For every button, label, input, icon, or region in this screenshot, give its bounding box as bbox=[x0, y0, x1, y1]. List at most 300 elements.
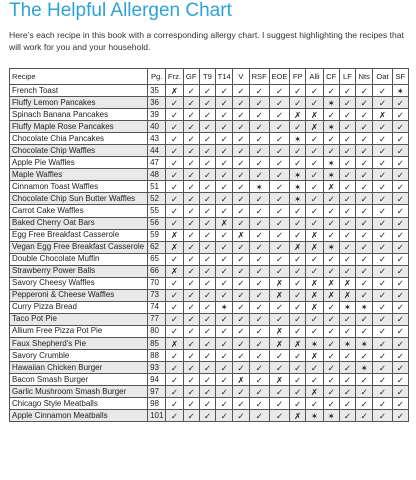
check-mark-icon: ✓ bbox=[323, 398, 339, 410]
check-mark-icon: ✓ bbox=[166, 157, 183, 169]
check-mark-icon: ✓ bbox=[339, 121, 355, 133]
check-mark-icon: ✓ bbox=[249, 325, 269, 337]
cross-mark-icon: ✗ bbox=[339, 277, 355, 289]
table-row bbox=[10, 337, 409, 349]
column-header: EOE bbox=[269, 69, 289, 85]
recipe-name: French Toast bbox=[10, 85, 148, 97]
check-mark-icon: ✓ bbox=[356, 374, 373, 386]
asterisk-mark-icon: ✶ bbox=[356, 362, 373, 374]
cross-mark-icon: ✗ bbox=[323, 289, 339, 301]
page-number: 98 bbox=[148, 398, 166, 410]
check-mark-icon: ✓ bbox=[199, 362, 215, 374]
check-mark-icon: ✓ bbox=[356, 313, 373, 325]
check-mark-icon: ✓ bbox=[356, 205, 373, 217]
check-mark-icon: ✓ bbox=[373, 97, 392, 109]
cross-mark-icon: ✗ bbox=[166, 85, 183, 97]
recipe-name: Egg Free Breakfast Casserole bbox=[10, 229, 148, 241]
check-mark-icon: ✓ bbox=[166, 205, 183, 217]
check-mark-icon: ✓ bbox=[392, 410, 408, 422]
check-mark-icon: ✓ bbox=[216, 350, 233, 362]
asterisk-mark-icon: ✶ bbox=[323, 121, 339, 133]
page-number: 35 bbox=[148, 85, 166, 97]
check-mark-icon: ✓ bbox=[290, 313, 306, 325]
check-mark-icon: ✓ bbox=[233, 121, 249, 133]
check-mark-icon: ✓ bbox=[183, 386, 199, 398]
check-mark-icon: ✓ bbox=[199, 85, 215, 97]
check-mark-icon: ✓ bbox=[306, 193, 323, 205]
check-mark-icon: ✓ bbox=[392, 362, 408, 374]
recipe-name: Chocolate Chia Pancakes bbox=[10, 133, 148, 145]
check-mark-icon: ✓ bbox=[216, 337, 233, 349]
cross-mark-icon: ✗ bbox=[269, 325, 289, 337]
check-mark-icon: ✓ bbox=[199, 229, 215, 241]
page-number: 94 bbox=[148, 374, 166, 386]
table-row bbox=[10, 229, 409, 241]
check-mark-icon: ✓ bbox=[183, 253, 199, 265]
check-mark-icon: ✓ bbox=[249, 85, 269, 97]
check-mark-icon: ✓ bbox=[249, 241, 269, 253]
cross-mark-icon: ✗ bbox=[373, 109, 392, 121]
column-header: Alli bbox=[306, 69, 323, 85]
check-mark-icon: ✓ bbox=[183, 350, 199, 362]
check-mark-icon: ✓ bbox=[373, 133, 392, 145]
check-mark-icon: ✓ bbox=[356, 133, 373, 145]
check-mark-icon: ✓ bbox=[216, 133, 233, 145]
check-mark-icon: ✓ bbox=[249, 289, 269, 301]
column-header: V bbox=[233, 69, 249, 85]
check-mark-icon: ✓ bbox=[233, 85, 249, 97]
check-mark-icon: ✓ bbox=[323, 229, 339, 241]
recipe-name: Fluffy Lemon Pancakes bbox=[10, 97, 148, 109]
check-mark-icon: ✓ bbox=[183, 229, 199, 241]
check-mark-icon: ✓ bbox=[392, 386, 408, 398]
check-mark-icon: ✓ bbox=[183, 337, 199, 349]
table-row bbox=[10, 253, 409, 265]
asterisk-mark-icon: ✶ bbox=[339, 301, 355, 313]
check-mark-icon: ✓ bbox=[373, 277, 392, 289]
check-mark-icon: ✓ bbox=[392, 181, 408, 193]
table-row bbox=[10, 289, 409, 301]
check-mark-icon: ✓ bbox=[166, 350, 183, 362]
check-mark-icon: ✓ bbox=[392, 289, 408, 301]
column-header: SF bbox=[392, 69, 408, 85]
check-mark-icon: ✓ bbox=[183, 398, 199, 410]
check-mark-icon: ✓ bbox=[166, 362, 183, 374]
page-number: 52 bbox=[148, 193, 166, 205]
check-mark-icon: ✓ bbox=[356, 277, 373, 289]
check-mark-icon: ✓ bbox=[356, 265, 373, 277]
check-mark-icon: ✓ bbox=[216, 374, 233, 386]
check-mark-icon: ✓ bbox=[166, 325, 183, 337]
column-header: T14 bbox=[216, 69, 233, 85]
recipe-name: Pepperoni & Cheese Waffles bbox=[10, 289, 148, 301]
recipe-name: Chocolate Chip Sun Butter Waffles bbox=[10, 193, 148, 205]
check-mark-icon: ✓ bbox=[356, 217, 373, 229]
check-mark-icon: ✓ bbox=[199, 157, 215, 169]
check-mark-icon: ✓ bbox=[249, 109, 269, 121]
check-mark-icon: ✓ bbox=[373, 229, 392, 241]
recipe-name: Taco Pot Pie bbox=[10, 313, 148, 325]
check-mark-icon: ✓ bbox=[323, 362, 339, 374]
table-row bbox=[10, 97, 409, 109]
asterisk-mark-icon: ✶ bbox=[323, 157, 339, 169]
check-mark-icon: ✓ bbox=[306, 265, 323, 277]
table-row bbox=[10, 362, 409, 374]
check-mark-icon: ✓ bbox=[233, 410, 249, 422]
asterisk-mark-icon: ✶ bbox=[323, 410, 339, 422]
recipe-name: Garlic Mushroom Smash Burger bbox=[10, 386, 148, 398]
page-number: 97 bbox=[148, 386, 166, 398]
recipe-name: Allium Free Pizza Pot Pie bbox=[10, 325, 148, 337]
check-mark-icon: ✓ bbox=[199, 265, 215, 277]
check-mark-icon: ✓ bbox=[269, 217, 289, 229]
cross-mark-icon: ✗ bbox=[233, 229, 249, 241]
page-number: 55 bbox=[148, 205, 166, 217]
check-mark-icon: ✓ bbox=[290, 350, 306, 362]
check-mark-icon: ✓ bbox=[249, 313, 269, 325]
check-mark-icon: ✓ bbox=[269, 193, 289, 205]
check-mark-icon: ✓ bbox=[356, 109, 373, 121]
check-mark-icon: ✓ bbox=[199, 350, 215, 362]
check-mark-icon: ✓ bbox=[183, 362, 199, 374]
page-number: 80 bbox=[148, 325, 166, 337]
page-number: 73 bbox=[148, 289, 166, 301]
recipe-name: Chicago Style Meatballs bbox=[10, 398, 148, 410]
recipe-name: Strawberry Power Balls bbox=[10, 265, 148, 277]
check-mark-icon: ✓ bbox=[233, 145, 249, 157]
table-row bbox=[10, 193, 409, 205]
table-row bbox=[10, 157, 409, 169]
check-mark-icon: ✓ bbox=[373, 157, 392, 169]
check-mark-icon: ✓ bbox=[373, 265, 392, 277]
asterisk-mark-icon: ✶ bbox=[323, 97, 339, 109]
page-number: 85 bbox=[148, 337, 166, 349]
check-mark-icon: ✓ bbox=[199, 398, 215, 410]
check-mark-icon: ✓ bbox=[183, 145, 199, 157]
check-mark-icon: ✓ bbox=[199, 410, 215, 422]
check-mark-icon: ✓ bbox=[392, 217, 408, 229]
check-mark-icon: ✓ bbox=[323, 145, 339, 157]
check-mark-icon: ✓ bbox=[166, 301, 183, 313]
check-mark-icon: ✓ bbox=[323, 205, 339, 217]
check-mark-icon: ✓ bbox=[373, 217, 392, 229]
check-mark-icon: ✓ bbox=[373, 337, 392, 349]
check-mark-icon: ✓ bbox=[233, 277, 249, 289]
check-mark-icon: ✓ bbox=[233, 205, 249, 217]
check-mark-icon: ✓ bbox=[392, 109, 408, 121]
check-mark-icon: ✓ bbox=[269, 386, 289, 398]
check-mark-icon: ✓ bbox=[249, 374, 269, 386]
cross-mark-icon: ✗ bbox=[216, 217, 233, 229]
cross-mark-icon: ✗ bbox=[166, 265, 183, 277]
check-mark-icon: ✓ bbox=[166, 410, 183, 422]
check-mark-icon: ✓ bbox=[356, 386, 373, 398]
check-mark-icon: ✓ bbox=[166, 145, 183, 157]
check-mark-icon: ✓ bbox=[233, 253, 249, 265]
check-mark-icon: ✓ bbox=[166, 313, 183, 325]
check-mark-icon: ✓ bbox=[249, 253, 269, 265]
check-mark-icon: ✓ bbox=[290, 301, 306, 313]
table-row bbox=[10, 398, 409, 410]
check-mark-icon: ✓ bbox=[216, 229, 233, 241]
cross-mark-icon: ✗ bbox=[306, 229, 323, 241]
check-mark-icon: ✓ bbox=[339, 386, 355, 398]
check-mark-icon: ✓ bbox=[216, 253, 233, 265]
check-mark-icon: ✓ bbox=[290, 277, 306, 289]
check-mark-icon: ✓ bbox=[199, 253, 215, 265]
check-mark-icon: ✓ bbox=[339, 265, 355, 277]
check-mark-icon: ✓ bbox=[339, 410, 355, 422]
check-mark-icon: ✓ bbox=[249, 398, 269, 410]
check-mark-icon: ✓ bbox=[269, 97, 289, 109]
check-mark-icon: ✓ bbox=[216, 85, 233, 97]
check-mark-icon: ✓ bbox=[392, 205, 408, 217]
column-header: T9 bbox=[199, 69, 215, 85]
check-mark-icon: ✓ bbox=[183, 301, 199, 313]
check-mark-icon: ✓ bbox=[356, 97, 373, 109]
cross-mark-icon: ✗ bbox=[290, 337, 306, 349]
check-mark-icon: ✓ bbox=[356, 193, 373, 205]
table-row bbox=[10, 109, 409, 121]
check-mark-icon: ✓ bbox=[356, 85, 373, 97]
check-mark-icon: ✓ bbox=[233, 265, 249, 277]
table-row bbox=[10, 217, 409, 229]
check-mark-icon: ✓ bbox=[339, 325, 355, 337]
check-mark-icon: ✓ bbox=[199, 181, 215, 193]
check-mark-icon: ✓ bbox=[269, 133, 289, 145]
recipe-name: Vegan Egg Free Breakfast Casserole bbox=[10, 241, 148, 253]
check-mark-icon: ✓ bbox=[183, 217, 199, 229]
check-mark-icon: ✓ bbox=[216, 97, 233, 109]
table-row bbox=[10, 313, 409, 325]
check-mark-icon: ✓ bbox=[373, 193, 392, 205]
check-mark-icon: ✓ bbox=[392, 337, 408, 349]
check-mark-icon: ✓ bbox=[199, 133, 215, 145]
check-mark-icon: ✓ bbox=[392, 325, 408, 337]
check-mark-icon: ✓ bbox=[373, 205, 392, 217]
cross-mark-icon: ✗ bbox=[306, 121, 323, 133]
check-mark-icon: ✓ bbox=[290, 398, 306, 410]
check-mark-icon: ✓ bbox=[166, 97, 183, 109]
check-mark-icon: ✓ bbox=[249, 350, 269, 362]
check-mark-icon: ✓ bbox=[373, 169, 392, 181]
check-mark-icon: ✓ bbox=[199, 169, 215, 181]
check-mark-icon: ✓ bbox=[306, 325, 323, 337]
table-row bbox=[10, 265, 409, 277]
check-mark-icon: ✓ bbox=[290, 97, 306, 109]
check-mark-icon: ✓ bbox=[216, 362, 233, 374]
recipe-name: Curry Pizza Bread bbox=[10, 301, 148, 313]
check-mark-icon: ✓ bbox=[339, 398, 355, 410]
check-mark-icon: ✓ bbox=[290, 157, 306, 169]
check-mark-icon: ✓ bbox=[323, 386, 339, 398]
check-mark-icon: ✓ bbox=[392, 121, 408, 133]
cross-mark-icon: ✗ bbox=[166, 337, 183, 349]
check-mark-icon: ✓ bbox=[356, 145, 373, 157]
recipe-name: Chocolate Chip Waffles bbox=[10, 145, 148, 157]
check-mark-icon: ✓ bbox=[199, 97, 215, 109]
page-title: The Helpful Allergen Chart bbox=[9, 0, 232, 21]
cross-mark-icon: ✗ bbox=[306, 350, 323, 362]
cross-mark-icon: ✗ bbox=[306, 109, 323, 121]
allergen-table bbox=[9, 68, 409, 422]
check-mark-icon: ✓ bbox=[339, 313, 355, 325]
check-mark-icon: ✓ bbox=[392, 145, 408, 157]
table-header-row bbox=[10, 69, 409, 85]
column-header: Pg. bbox=[148, 69, 166, 85]
recipe-name: Hawaiian Chicken Burger bbox=[10, 362, 148, 374]
check-mark-icon: ✓ bbox=[392, 241, 408, 253]
table-row bbox=[10, 350, 409, 362]
check-mark-icon: ✓ bbox=[249, 386, 269, 398]
check-mark-icon: ✓ bbox=[356, 181, 373, 193]
page-number: 77 bbox=[148, 313, 166, 325]
check-mark-icon: ✓ bbox=[233, 362, 249, 374]
check-mark-icon: ✓ bbox=[269, 253, 289, 265]
check-mark-icon: ✓ bbox=[166, 289, 183, 301]
asterisk-mark-icon: ✶ bbox=[339, 337, 355, 349]
table-row bbox=[10, 301, 409, 313]
check-mark-icon: ✓ bbox=[183, 97, 199, 109]
check-mark-icon: ✓ bbox=[249, 301, 269, 313]
check-mark-icon: ✓ bbox=[306, 398, 323, 410]
asterisk-mark-icon: ✶ bbox=[249, 181, 269, 193]
check-mark-icon: ✓ bbox=[166, 121, 183, 133]
check-mark-icon: ✓ bbox=[199, 374, 215, 386]
check-mark-icon: ✓ bbox=[356, 350, 373, 362]
cross-mark-icon: ✗ bbox=[306, 289, 323, 301]
page-number: 48 bbox=[148, 169, 166, 181]
cross-mark-icon: ✗ bbox=[323, 181, 339, 193]
check-mark-icon: ✓ bbox=[166, 253, 183, 265]
page-number: 59 bbox=[148, 229, 166, 241]
check-mark-icon: ✓ bbox=[183, 193, 199, 205]
column-header: Oat bbox=[373, 69, 392, 85]
check-mark-icon: ✓ bbox=[183, 205, 199, 217]
check-mark-icon: ✓ bbox=[306, 169, 323, 181]
check-mark-icon: ✓ bbox=[249, 277, 269, 289]
check-mark-icon: ✓ bbox=[356, 157, 373, 169]
page-number: 36 bbox=[148, 97, 166, 109]
check-mark-icon: ✓ bbox=[249, 205, 269, 217]
check-mark-icon: ✓ bbox=[216, 109, 233, 121]
table-row bbox=[10, 181, 409, 193]
check-mark-icon: ✓ bbox=[199, 289, 215, 301]
check-mark-icon: ✓ bbox=[373, 289, 392, 301]
cross-mark-icon: ✗ bbox=[269, 374, 289, 386]
check-mark-icon: ✓ bbox=[306, 157, 323, 169]
check-mark-icon: ✓ bbox=[216, 398, 233, 410]
check-mark-icon: ✓ bbox=[290, 374, 306, 386]
check-mark-icon: ✓ bbox=[269, 410, 289, 422]
check-mark-icon: ✓ bbox=[233, 217, 249, 229]
recipe-name: Bacon Smash Burger bbox=[10, 374, 148, 386]
check-mark-icon: ✓ bbox=[290, 325, 306, 337]
page-number: 47 bbox=[148, 157, 166, 169]
check-mark-icon: ✓ bbox=[356, 289, 373, 301]
check-mark-icon: ✓ bbox=[373, 301, 392, 313]
column-header: CF bbox=[323, 69, 339, 85]
check-mark-icon: ✓ bbox=[306, 253, 323, 265]
check-mark-icon: ✓ bbox=[323, 109, 339, 121]
table-row bbox=[10, 374, 409, 386]
check-mark-icon: ✓ bbox=[166, 193, 183, 205]
check-mark-icon: ✓ bbox=[269, 313, 289, 325]
check-mark-icon: ✓ bbox=[290, 217, 306, 229]
asterisk-mark-icon: ✶ bbox=[392, 85, 408, 97]
table-row bbox=[10, 85, 409, 97]
check-mark-icon: ✓ bbox=[199, 193, 215, 205]
check-mark-icon: ✓ bbox=[166, 398, 183, 410]
check-mark-icon: ✓ bbox=[373, 181, 392, 193]
check-mark-icon: ✓ bbox=[356, 398, 373, 410]
check-mark-icon: ✓ bbox=[356, 229, 373, 241]
check-mark-icon: ✓ bbox=[249, 362, 269, 374]
check-mark-icon: ✓ bbox=[199, 241, 215, 253]
table-row bbox=[10, 145, 409, 157]
check-mark-icon: ✓ bbox=[233, 325, 249, 337]
cross-mark-icon: ✗ bbox=[339, 289, 355, 301]
check-mark-icon: ✓ bbox=[183, 265, 199, 277]
check-mark-icon: ✓ bbox=[199, 217, 215, 229]
check-mark-icon: ✓ bbox=[373, 374, 392, 386]
check-mark-icon: ✓ bbox=[306, 205, 323, 217]
check-mark-icon: ✓ bbox=[339, 374, 355, 386]
check-mark-icon: ✓ bbox=[339, 193, 355, 205]
check-mark-icon: ✓ bbox=[339, 181, 355, 193]
check-mark-icon: ✓ bbox=[306, 85, 323, 97]
check-mark-icon: ✓ bbox=[269, 398, 289, 410]
check-mark-icon: ✓ bbox=[392, 265, 408, 277]
page-number: 70 bbox=[148, 277, 166, 289]
recipe-name: Maple Waffles bbox=[10, 169, 148, 181]
check-mark-icon: ✓ bbox=[339, 350, 355, 362]
check-mark-icon: ✓ bbox=[269, 350, 289, 362]
column-header: Nts bbox=[356, 69, 373, 85]
check-mark-icon: ✓ bbox=[323, 217, 339, 229]
check-mark-icon: ✓ bbox=[249, 145, 269, 157]
table-row bbox=[10, 169, 409, 181]
check-mark-icon: ✓ bbox=[233, 289, 249, 301]
asterisk-mark-icon: ✶ bbox=[323, 241, 339, 253]
check-mark-icon: ✓ bbox=[290, 253, 306, 265]
check-mark-icon: ✓ bbox=[392, 374, 408, 386]
check-mark-icon: ✓ bbox=[216, 325, 233, 337]
check-mark-icon: ✓ bbox=[233, 350, 249, 362]
check-mark-icon: ✓ bbox=[290, 229, 306, 241]
recipe-name: Fluffy Maple Rose Pancakes bbox=[10, 121, 148, 133]
check-mark-icon: ✓ bbox=[183, 133, 199, 145]
column-header: Frz. bbox=[166, 69, 183, 85]
check-mark-icon: ✓ bbox=[269, 265, 289, 277]
check-mark-icon: ✓ bbox=[249, 265, 269, 277]
check-mark-icon: ✓ bbox=[392, 398, 408, 410]
check-mark-icon: ✓ bbox=[199, 145, 215, 157]
check-mark-icon: ✓ bbox=[233, 109, 249, 121]
page-number: 40 bbox=[148, 121, 166, 133]
check-mark-icon: ✓ bbox=[373, 85, 392, 97]
check-mark-icon: ✓ bbox=[323, 374, 339, 386]
check-mark-icon: ✓ bbox=[183, 325, 199, 337]
check-mark-icon: ✓ bbox=[306, 133, 323, 145]
page-number: 88 bbox=[148, 350, 166, 362]
check-mark-icon: ✓ bbox=[373, 121, 392, 133]
check-mark-icon: ✓ bbox=[392, 301, 408, 313]
recipe-name: Carrot Cake Waffles bbox=[10, 205, 148, 217]
cross-mark-icon: ✗ bbox=[290, 109, 306, 121]
column-header: RSF bbox=[249, 69, 269, 85]
page-number: 62 bbox=[148, 241, 166, 253]
